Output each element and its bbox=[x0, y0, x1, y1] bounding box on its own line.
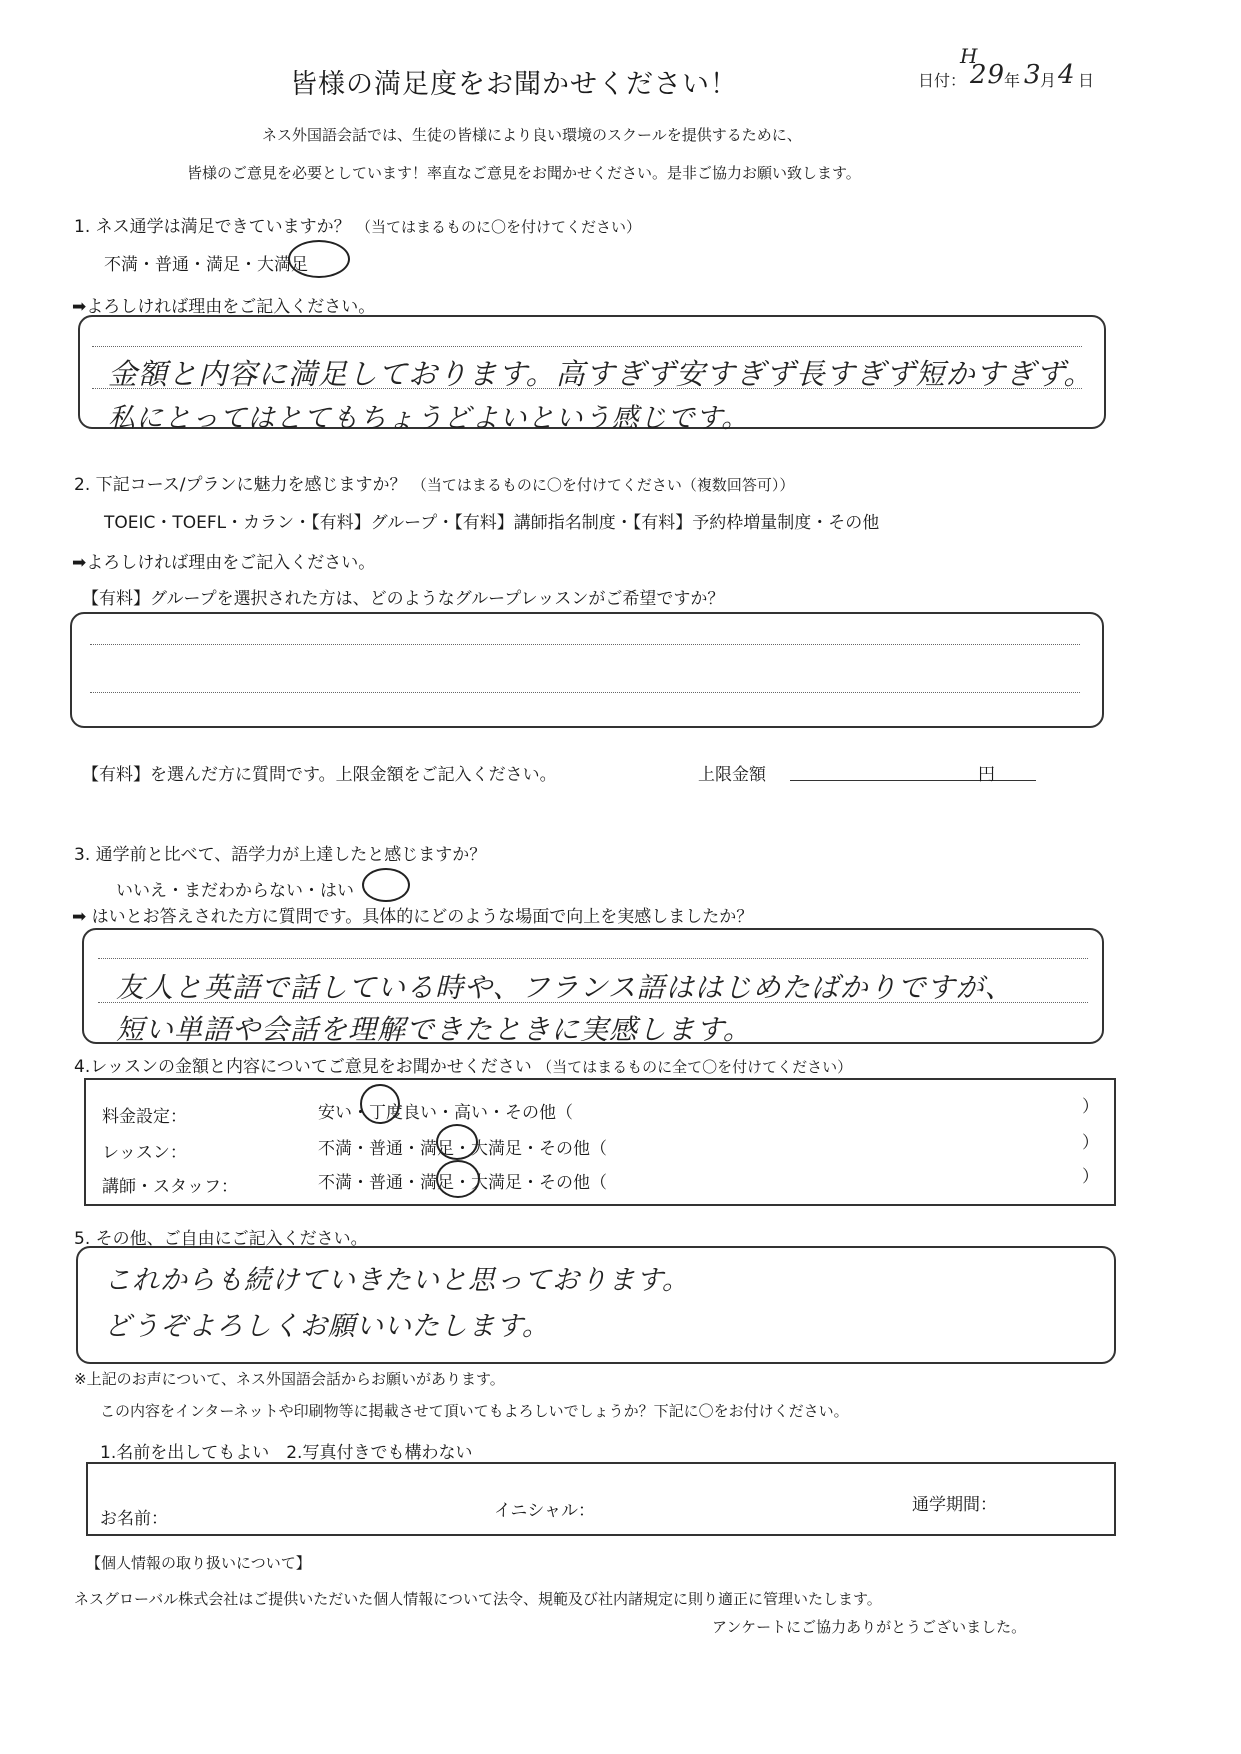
q4-row-label-price: 料金設定： bbox=[102, 1107, 187, 1127]
date-month-unit: 月 bbox=[1040, 71, 1057, 90]
q2-instruction: （当てはまるものに〇を付けてください（複数回答可）） bbox=[411, 476, 795, 494]
q3-followup: ➡ はいとお答えされた方に質問です。具体的にどのような場面で向上を実感しましたか？ bbox=[72, 907, 754, 927]
q2-question-text: 2. 下記コース/プランに魅力を感じますか？ bbox=[74, 475, 407, 495]
q2-answer-box[interactable] bbox=[70, 612, 1104, 728]
q5-question: 5. その他、ご自由にご記入ください。 bbox=[74, 1229, 368, 1249]
q4-row-options-staff[interactable]: 不満・普通・満足・大満足・その他（ bbox=[318, 1173, 607, 1193]
q1-selected-circle bbox=[288, 240, 350, 278]
q4-question bbox=[74, 1052, 852, 1077]
q2-rule-1 bbox=[90, 644, 1080, 645]
q4-staff-selected-circle bbox=[436, 1160, 480, 1198]
consent-note-2: この内容をインターネットや印刷物等に掲載させて頂いてもよろしいでしょうか？下記に〇をお付けください。 bbox=[100, 1402, 849, 1420]
privacy-text: ネスグローバル株式会社はご提供いただいた個人情報について法令、規範及び社内諸規定に則り適正に管理いたします。 bbox=[74, 1590, 882, 1608]
date-year: 29 bbox=[970, 60, 1006, 90]
name-label[interactable]: お名前： bbox=[100, 1509, 168, 1529]
q1-question bbox=[74, 212, 641, 237]
date-field bbox=[918, 68, 966, 91]
q1-reason-prompt: ➡よろしければ理由をご記入ください。 bbox=[72, 297, 376, 317]
q3-rule-1 bbox=[98, 958, 1088, 959]
q4-row-close-staff: ） bbox=[1082, 1167, 1099, 1187]
q3-question: 3. 通学前と比べて、語学力が上達したと感じますか？ bbox=[74, 845, 487, 865]
q4-row-options-lesson[interactable]: 不満・普通・満足・大満足・その他（ bbox=[318, 1139, 607, 1159]
q2-paid-prompt: 【有料】を選んだ方に質問です。上限金額をご記入ください。 bbox=[82, 765, 557, 785]
thanks-text: アンケートにご協力ありがとうございました。 bbox=[712, 1618, 1027, 1636]
q1-instruction: （当てはまるものに〇を付けてください） bbox=[356, 218, 642, 236]
date-year-unit: 年 bbox=[1004, 71, 1021, 90]
initial-label[interactable]: イニシャル： bbox=[494, 1501, 595, 1521]
q1-rule-1 bbox=[92, 346, 1082, 347]
page-title: 皆様の満足度をお聞かせください！ bbox=[290, 69, 738, 100]
q5-answer-line-1: これからも続けていきたいと思っております。 bbox=[104, 1265, 690, 1296]
consent-note-1: ※上記のお声について、ネス外国語会話からお願いがあります。 bbox=[74, 1370, 505, 1388]
q4-lesson-selected-circle bbox=[436, 1124, 478, 1160]
q1-answer-line-2: 私にとってはとてもちょうどよいという感じです。 bbox=[108, 403, 750, 434]
consent-options[interactable]: 1.名前を出してもよい 2.写真付きでも構わない bbox=[100, 1443, 473, 1463]
q1-question-text: 1. ネス通学は満足できていますか？ bbox=[74, 217, 351, 237]
q1-options[interactable]: 不満・普通・満足・大満足 bbox=[104, 255, 308, 275]
date-label: 日付： bbox=[918, 71, 967, 90]
q4-price-selected-circle bbox=[360, 1084, 400, 1124]
privacy-title: 【個人情報の取り扱いについて】 bbox=[86, 1554, 311, 1572]
q5-answer-line-2: どうぞよろしくお願いいたします。 bbox=[104, 1311, 550, 1342]
q2-yen: 円 bbox=[978, 765, 995, 785]
date-day-unit: 日 bbox=[1078, 71, 1095, 90]
q4-question-text: 4.レッスンの金額と内容についてご意見をお聞かせください bbox=[74, 1057, 532, 1077]
q3-options[interactable]: いいえ・まだわからない・はい bbox=[116, 881, 354, 901]
q2-limit-input-line[interactable] bbox=[790, 780, 1036, 781]
q2-limit-label: 上限金額 bbox=[698, 765, 766, 785]
q1-answer-line-1: 金額と内容に満足しております。高すぎず安すぎず長すぎず短かすぎず。 bbox=[108, 357, 1094, 391]
q2-options[interactable]: TOEIC・TOEFL・カラン・【有料】グループ・【有料】講師指名制度・【有料】予約枠増量制度・その他 bbox=[104, 513, 880, 533]
q2-group-prompt: 【有料】グループを選択された方は、どのようなグループレッスンがご希望ですか？ bbox=[82, 589, 725, 609]
q2-question bbox=[74, 470, 794, 495]
q4-row-close-price: ） bbox=[1082, 1097, 1099, 1117]
q4-instruction: （当てはまるものに全て〇を付けてください） bbox=[537, 1058, 853, 1076]
q4-row-label-lesson: レッスン： bbox=[102, 1143, 187, 1163]
q3-selected-circle bbox=[362, 868, 410, 902]
date-day: 4 bbox=[1058, 60, 1076, 90]
q2-reason-prompt: ➡よろしければ理由をご記入ください。 bbox=[72, 553, 376, 573]
q4-row-close-lesson: ） bbox=[1082, 1133, 1099, 1153]
date-era-mark: H bbox=[960, 44, 979, 68]
q3-answer-line-1: 友人と英語で話している時や、フランス語ははじめたばかりですが、 bbox=[116, 971, 1014, 1004]
intro-line-1: ネス外国語会話では、生徒の皆様により良い環境のスクールを提供するために、 bbox=[262, 126, 802, 144]
period-label[interactable]: 通学期間： bbox=[912, 1495, 997, 1515]
q2-rule-2 bbox=[90, 692, 1080, 693]
q4-row-options-price[interactable]: 安い・丁度良い・高い・その他（ bbox=[318, 1103, 573, 1123]
q4-row-label-staff: 講師・スタッフ： bbox=[102, 1177, 238, 1197]
date-month: 3 bbox=[1024, 60, 1042, 90]
q3-answer-line-2: 短い単語や会話を理解できたときに実感します。 bbox=[116, 1013, 752, 1046]
intro-line-2: 皆様のご意見を必要としています！率直なご意見をお聞かせください。是非ご協力お願い致します。 bbox=[187, 164, 861, 182]
